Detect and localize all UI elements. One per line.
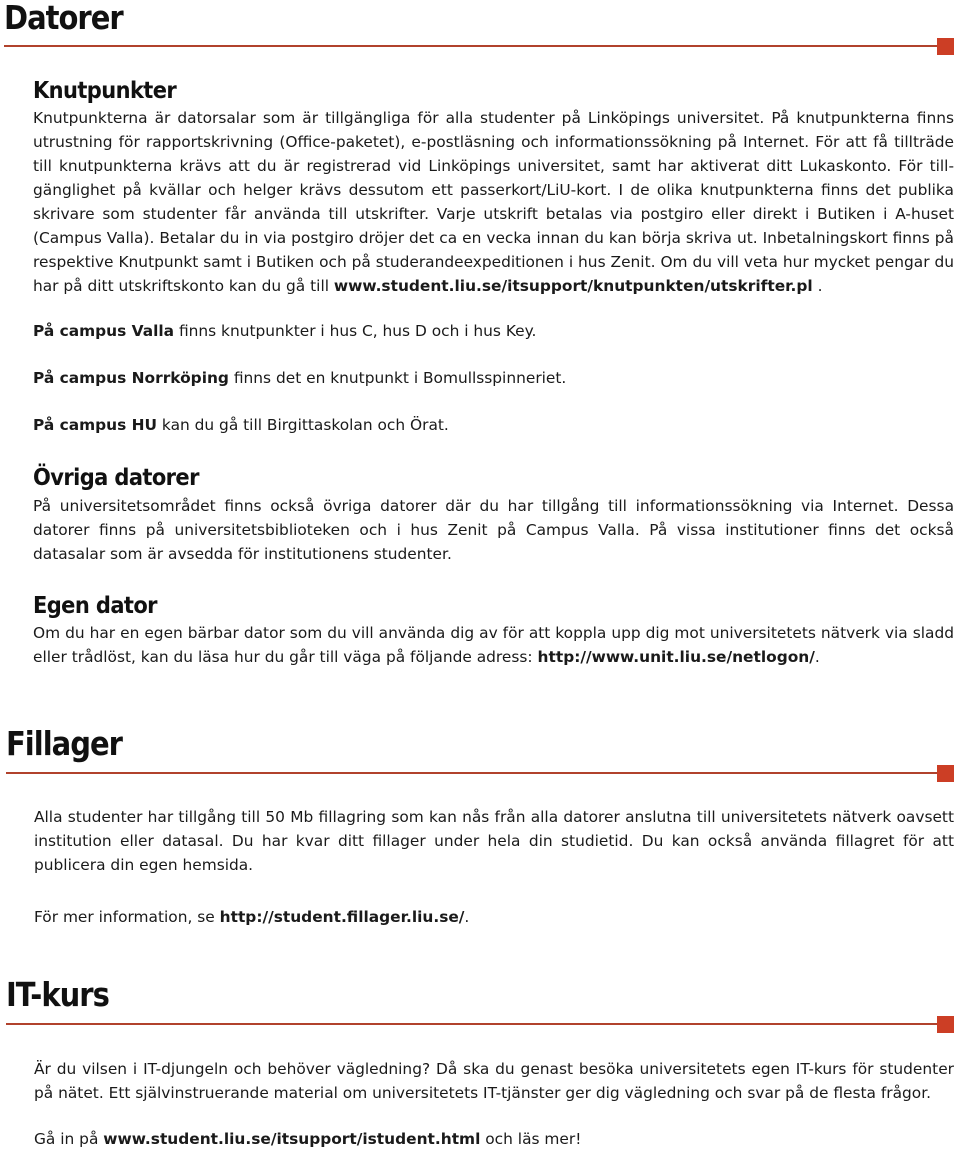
heading-ovriga-datorer: Övriga datorer <box>33 463 199 491</box>
more-suffix: . <box>464 908 470 926</box>
section-title-itkurs: IT-kurs <box>6 975 109 1014</box>
itkurs-paragraph: Är du vilsen i IT-djungeln och behöver vägledning? Då ska du genast besöka universitetets egen IT-kurs för studenter på nätet. Ett självinstruerande material om universitetets IT-tjänster ger dig vägledning och svar på de flesta frågor. <box>34 1060 954 1102</box>
egen-dator-body: Om du har en egen bärbar dator som du vill använda dig av för att koppla upp dig mot universitetets nätverk via sladd eller trådlöst, kan du läsa hur du går till väga på följande adress: <box>33 624 954 666</box>
campus-hu-text: kan du gå till Birgittaskolan och Örat. <box>157 416 449 434</box>
link-suffix: . <box>814 648 820 666</box>
more-prefix: För mer information, se <box>34 908 220 926</box>
heading-egen-dator: Egen dator <box>33 591 157 619</box>
heading-knutpunkter: Knutpunkter <box>33 76 177 104</box>
link-suffix: . <box>812 277 823 295</box>
fillager-more-line <box>34 905 469 929</box>
campus-hu-label: På campus HU <box>33 416 158 434</box>
knutpunkter-paragraph <box>33 106 954 298</box>
campus-valla-line <box>33 319 536 343</box>
istudent-link[interactable]: www.student.liu.se/itsupport/istudent.html <box>103 1130 481 1148</box>
section-title-fillager: Fillager <box>6 724 122 763</box>
utskrifter-link[interactable]: www.student.liu.se/itsupport/knutpunkten/utskrifter.pl <box>333 277 813 295</box>
section-divider <box>6 772 937 774</box>
campus-norrkoping-line <box>33 366 566 390</box>
itkurs-goto-line <box>34 1127 581 1151</box>
knutpunkter-body: Knutpunkterna är datorsalar som är tillgängliga för alla studenter på Linköpings universitet. På knutpunkterna finns utrustning för rapportskrivning (Office-paketet), e-postläsning och informationssökning på Internet. För att få tillträde till knutpunkterna krävs att du är registrerad vid Linköpings universitet, samt har aktiverat ditt Lukaskonto. För till-gänglighet på kvällar och helger krävs dessutom ett passerkort/LiU-kort. I de olika knutpunkterna finns det publika skrivare som studenter får använda till utskrifter. Varje utskrift betalas via postgiro eller direkt i Butiken i A-huset (Campus Valla). Betalar du in via postgiro dröjer det ca en vecka innan du kan börja skriva ut. Inbetalningskort finns på respektive Knutpunkt samt i Butiken och på studerandeexpeditionen i hus Zenit. Om du vill veta hur mycket pengar du har på ditt utskriftskonto kan du gå till <box>33 109 954 295</box>
campus-valla-label: På campus Valla <box>33 322 175 340</box>
fillager-link[interactable]: http://student.fillager.liu.se/ <box>219 908 465 926</box>
divider-square-icon <box>937 38 954 55</box>
fillager-paragraph: Alla studenter har tillgång till 50 Mb fillagring som kan nås från alla datorer anslutna till universitetets nätverk oavsett institution eller datasal. Du har kvar ditt fillager under hela din studietid. Du kan också använda fillagret för att publicera din egen hemsida. <box>34 808 954 874</box>
campus-valla-text: finns knutpunkter i hus C, hus D och i hus Key. <box>174 322 537 340</box>
campus-norrkoping-label: På campus Norrköping <box>33 369 229 387</box>
divider-square-icon <box>937 765 954 782</box>
goto-prefix: Gå in på <box>34 1130 104 1148</box>
section-divider <box>6 1023 937 1025</box>
ovriga-paragraph: På universitetsområdet finns också övriga datorer där du har tillgång till informationssökning via Internet. Dessa datorer finns på universitetsbiblioteken och i hus Zenit på Campus Valla. På vissa institutioner finns det också datasalar som är avsedda för institutionens studenter. <box>33 497 954 563</box>
divider-square-icon <box>937 1016 954 1033</box>
section-title-datorer: Datorer <box>4 0 123 37</box>
section-divider <box>4 45 937 47</box>
goto-suffix: och läs mer! <box>480 1130 582 1148</box>
egen-dator-paragraph <box>33 621 954 669</box>
campus-norrkoping-text: finns det en knutpunkt i Bomullsspinneriet. <box>228 369 567 387</box>
netlogon-link[interactable]: http://www.unit.liu.se/netlogon/ <box>537 648 815 666</box>
campus-hu-line <box>33 413 449 437</box>
